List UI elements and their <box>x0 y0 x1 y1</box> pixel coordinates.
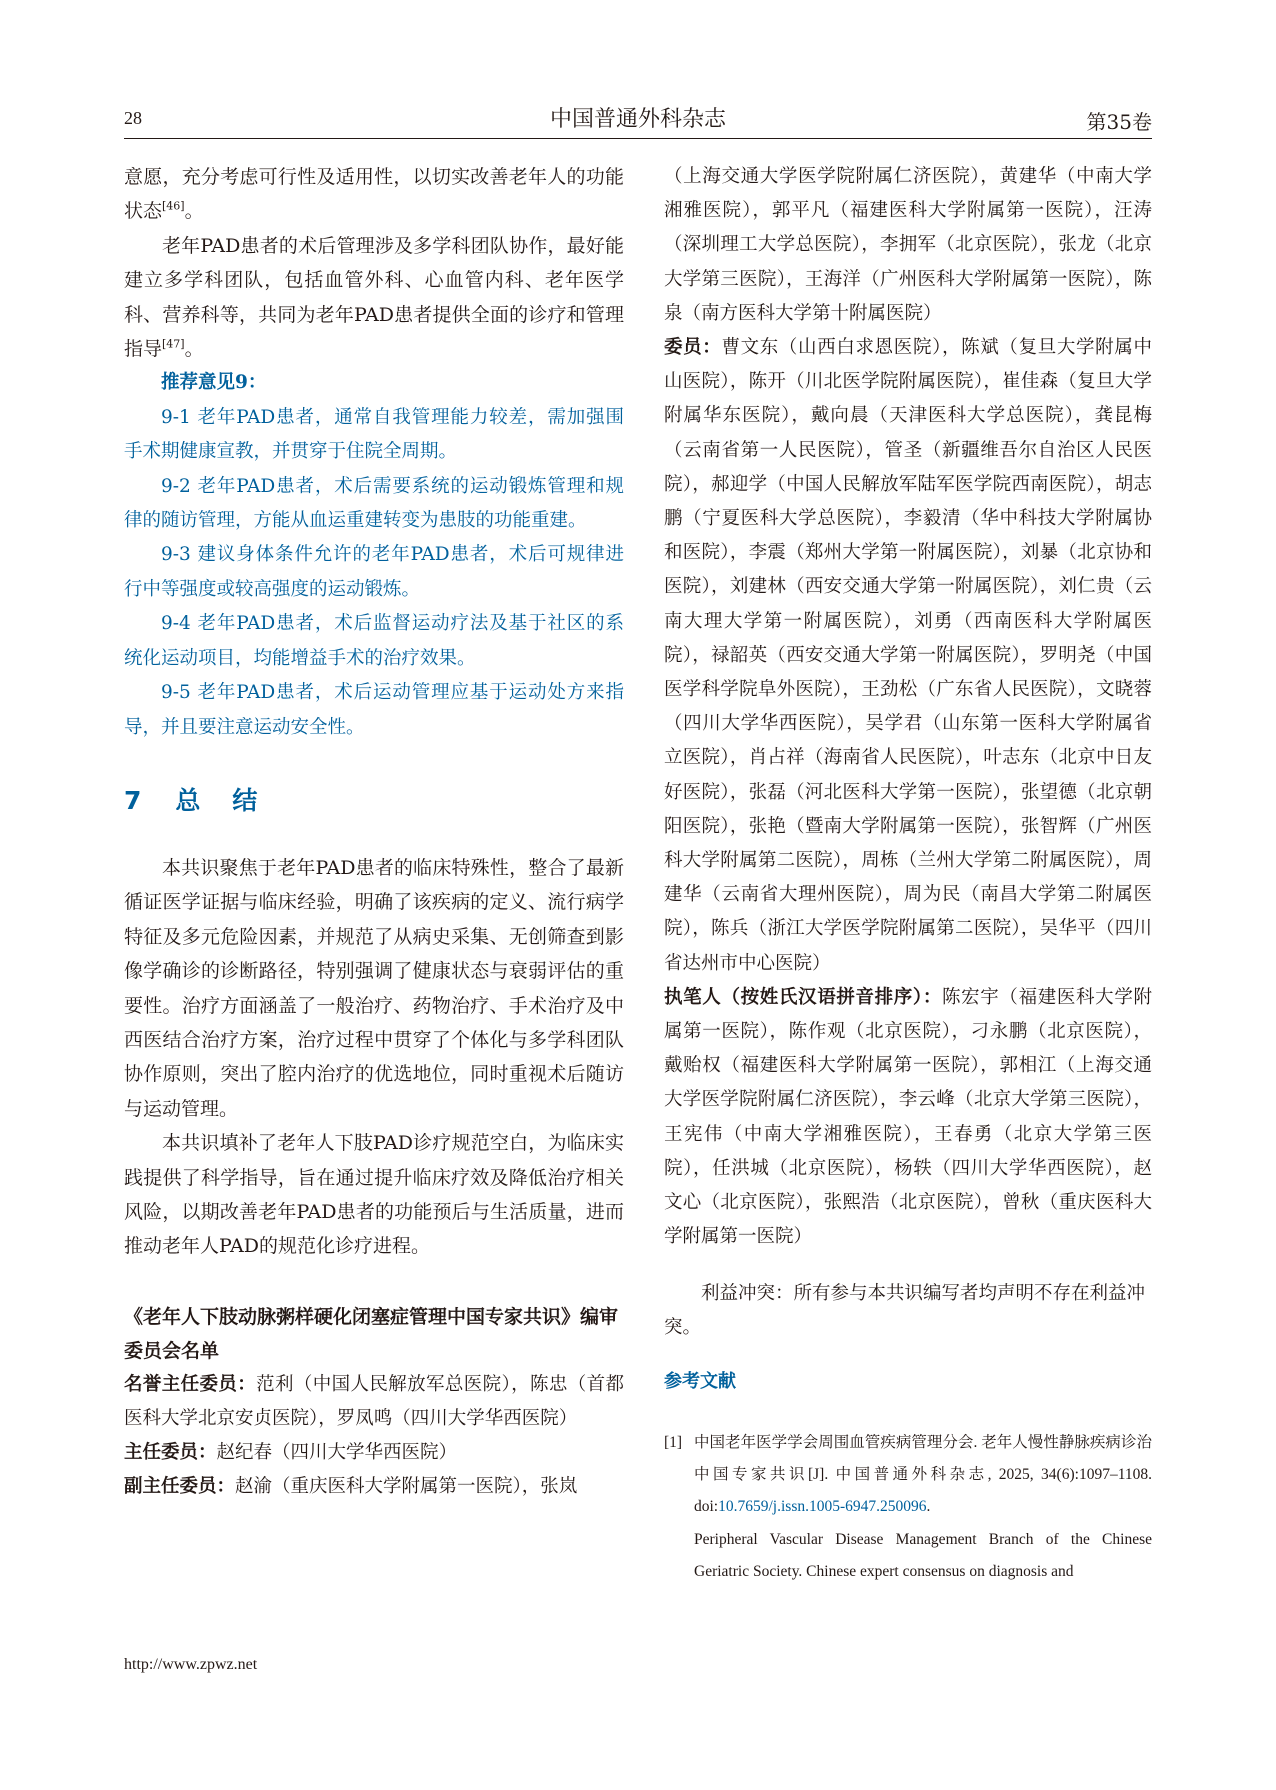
footer-url[interactable]: http://www.zpwz.net <box>124 1656 258 1673</box>
paragraph-mdt: 老年PAD患者的术后管理涉及多学科团队协作，最好能建立多学科团队，包括血管外科、心血管内科、老年医学科、营养科等，共同为老年PAD患者提供全面的诊疗和管理指导[47]。 <box>124 234 624 361</box>
committee-title: 《老年人下肢动脉粥样硬化闭塞症管理中国专家共识》编审委员会名单 <box>124 1305 619 1362</box>
vice-chairs-continued: （上海交通大学医学院附属仁济医院），黄建华（中南大学湘雅医院），郭平凡（福建医科大学附属第一医院），汪涛（深圳理工大学总医院），李拥军（北京医院），张龙（北京大学第三医院），王海洋（广州医科大学附属第一医院），陈泉（南方医科大学第十附属医院） <box>664 166 1152 324</box>
citation[interactable]: [46] <box>162 200 185 214</box>
recommendation-heading: 推荐意见9： <box>161 372 267 394</box>
left-column <box>124 160 624 1505</box>
recommendation-item: 9-5 老年PAD患者，术后运动管理应基于运动处方来指导，并且要注意运动安全性。 <box>124 682 624 738</box>
citation[interactable]: [47] <box>162 337 185 351</box>
header-rule <box>124 138 1152 139</box>
references-heading: 参考文献 <box>664 1370 736 1392</box>
journal-title: 中国普通外科杂志 <box>549 107 726 132</box>
recommendation-item: 9-1 老年PAD患者，通常自我管理能力较差，需加强围手术期健康宣教，并贯穿于住院全周期。 <box>124 406 624 463</box>
recommendation-item: 9-3 建议身体条件允许的老年PAD患者，术后可规律进行中等强度或较高强度的运动锻炼。 <box>124 544 624 600</box>
page-number: 28 <box>124 108 142 128</box>
right-column <box>664 160 1152 1589</box>
honorary-chairs: 名誉主任委员：范利（中国人民解放军总医院），陈忠（首都医科大学北京安贞医院），罗凤鸣（四川大学华西医院） <box>124 1373 624 1429</box>
section-heading-summary: 7 总 结 <box>124 785 260 815</box>
reference-english: Peripheral Vascular Disease Management Branch of the Chinese Geriatric Society. Chinese expert consensus on diagnosis and <box>694 1530 1152 1581</box>
reference-number: [1] <box>664 1433 683 1451</box>
committee-members: 委员：曹文东（山西白求恩医院），陈斌（复旦大学附属中山医院），陈开（川北医学院附属医院），崔佳森（复旦大学附属华东医院），戴向晨（天津医科大学总医院），龚昆梅（云南省第一人民医院），管圣（新疆维吾尔自治区人民医院），郝迎学（中国人民解放军陆军医学院西南医院），胡志鹏（宁夏医科大学总医院），李毅清（华中科技大学附属协和医院），李震（郑州大学第一附属医院），刘暴（北京协和医院），刘建林（西安交通大学第一附属医院），刘仁贵（云南大理大学第一附属医院），刘勇（西南医科大学附属医院），禄韶英（西安交通大学第一附属医院），罗明尧（中国医学科学院阜外医院），王劲松（广东省人民医院），文晓蓉（四川大学华西医院），吴学君（山东第一医科大学附属省立医院），肖占祥（海南省人民医院），叶志东（北京中日友好医院），张磊（河北医科大学第一医院），张望德（北京朝阳医院），张艳（暨南大学附属第一医院），张智辉（广州医科大学附属第二医院），周栋（兰州大学第二附属医院），周建华（云南省大理州医院），周为民（南昌大学第二附属医院），陈兵（浙江大学医学院附属第二医院），吴华平（四川省达州市中心医院） <box>664 337 1152 974</box>
writers: 执笔人（按姓氏汉语拼音排序）：陈宏宇（福建医科大学附属第一医院），陈作观（北京医院），刁永鹏（北京医院），戴贻权（福建医科大学附属第一医院），郭相江（上海交通大学医学院附属仁济医院），李云峰（北京大学第三医院），王宪伟（中南大学湘雅医院），王春勇（北京大学第三医院），任洪城（北京医院），杨轶（四川大学华西医院），赵文心（北京医院），张熙浩（北京医院），曾秋（重庆医科大学附属第一医院） <box>664 986 1152 1248</box>
vice-chairs: 副主任委员：赵渝（重庆医科大学附属第一医院），张岚 <box>124 1476 578 1498</box>
conflict-of-interest: 利益冲突：所有参与本共识编写者均声明不存在利益冲突。 <box>664 1282 1146 1338</box>
volume-label: 第35卷 <box>1086 110 1152 134</box>
recommendation-item: 9-2 老年PAD患者，术后需要系统的运动锻炼管理和规律的随访管理，方能从血运重建转变为患肢的功能重建。 <box>124 475 624 532</box>
reference-item: [1] 中国老年医学学会周围血管疾病管理分会. 老年人慢性静脉疾病诊治中国专家共识[J]. 中国普通外科杂志, 2025, 34(6):1097–1108. doi:10.7659/j.issn.1005-6947.250096. Peripheral Vascular Disease Management Branch of the Chinese Geriatric Society. Chinese expert consensus on diagnosis and <box>664 1427 1152 1589</box>
recommendation-item: 9-4 老年PAD患者，术后监督运动疗法及基于社区的系统化运动项目，均能增益手术的治疗效果。 <box>124 613 624 669</box>
chair: 主任委员：赵纪春（四川大学华西医院） <box>124 1442 458 1464</box>
doi-link[interactable]: 10.7659/j.issn.1005-6947.250096 <box>718 1498 927 1516</box>
summary-paragraph: 本共识填补了老年人下肢PAD诊疗规范空白，为临床实践提供了科学指导，旨在通过提升临床疗效及降低治疗相关风险，以期改善老年PAD患者的功能预后与生活质量，进而推动老年人PAD的规范化诊疗进程。 <box>124 1132 624 1258</box>
paragraph-continued: 意愿，充分考虑可行性及适用性，以切实改善老年人的功能状态[46]。 <box>124 166 624 223</box>
summary-paragraph: 本共识聚焦于老年PAD患者的临床特殊性，整合了最新循证医学证据与临床经验，明确了该疾病的定义、流行病学特征及多元危险因素，并规范了从病史采集、无创筛查到影像学确诊的诊断路径，特别强调了健康状态与衰弱评估的重要性。治疗方面涵盖了一般治疗、药物治疗、手术治疗及中西医结合治疗方案，治疗过程中贯穿了个体化与多学科团队协作原则，突出了腔内治疗的优选地位，同时重视术后随访与运动管理。 <box>124 856 624 1120</box>
